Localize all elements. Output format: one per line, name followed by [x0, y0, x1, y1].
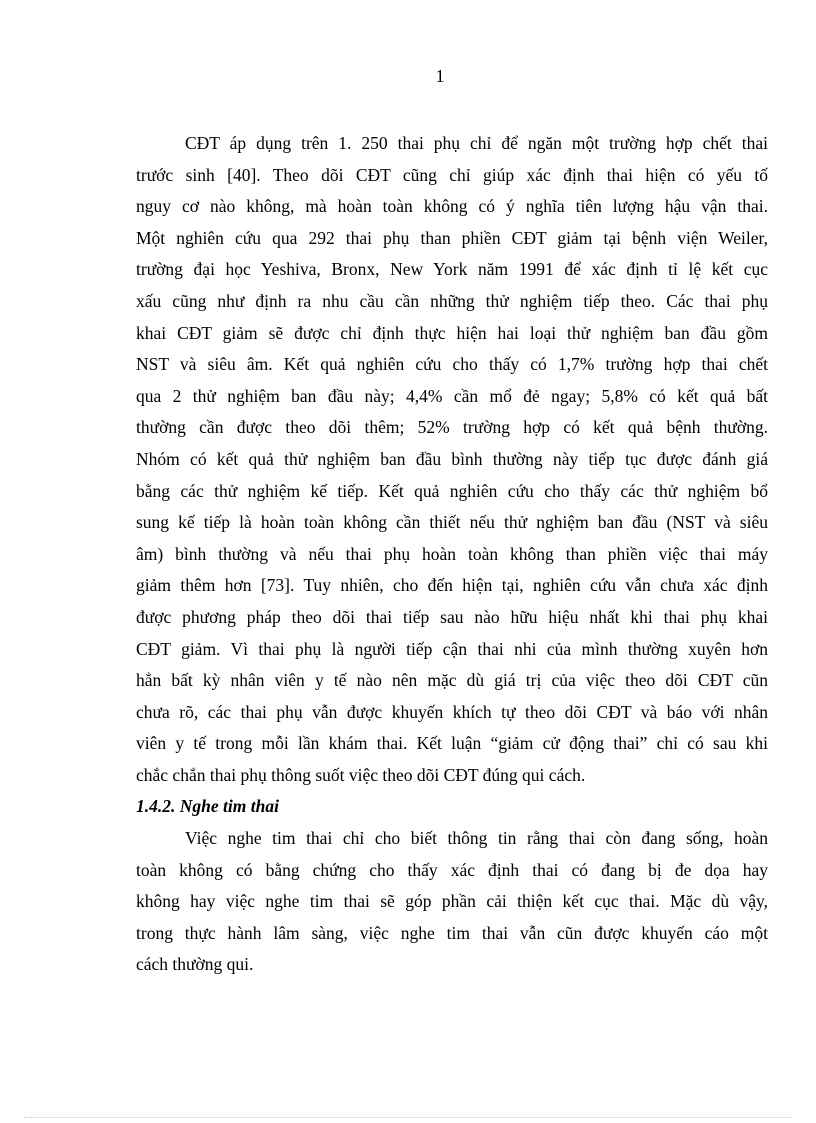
- paragraph: [136, 128, 768, 791]
- section-heading: 1.4.2. Nghe tim thai: [136, 796, 279, 817]
- text-line: CĐT áp dụng trên 1. 250 thai phụ chỉ để ngăn một trường hợp chết thai: [185, 133, 768, 153]
- text-line: âm) bình thường và nếu thai phụ hoàn toàn không than phiền việc thai máy: [136, 543, 768, 564]
- text-line: cách thường qui.: [136, 954, 254, 975]
- paragraph: [136, 823, 768, 981]
- text-line: chắc chắn thai phụ thông suốt việc theo dõi CĐT đúng qui cách.: [136, 764, 586, 785]
- text-line: thường cần được theo dõi thêm; 52% trường hợp có kết quả bệnh thường.: [136, 417, 768, 438]
- text-line: xấu cũng như định ra nhu cầu cần những thử nghiệm tiếp theo. Các thai phụ: [136, 290, 768, 311]
- text-line: toàn không có bằng chứng cho thấy xác định thai có đang bị đe dọa hay: [136, 859, 768, 880]
- text-line: sung kế tiếp là hoàn toàn không cần thiết nếu thử nghiệm ban đầu (NST và siêu: [136, 512, 768, 533]
- text-line: viên y tế trong mỗi lần khám thai. Kết luận “giảm cử động thai” chỉ có sau khi: [136, 733, 768, 754]
- text-line: được phương pháp theo dõi thai tiếp sau nào hữu hiệu nhất khi thai phụ khai: [136, 606, 768, 627]
- text-line: CĐT giảm. Vì thai phụ là người tiếp cận thai nhi của mình thường xuyên hơn: [136, 638, 768, 659]
- text-line: bằng các thử nghiệm kế tiếp. Kết quả nghiên cứu cho thấy các thử nghiệm bổ: [136, 480, 768, 501]
- text-line: Một nghiên cứu qua 292 thai phụ than phiền CĐT giảm tại bệnh viện Weiler,: [136, 227, 768, 248]
- text-line: không hay việc nghe tim thai sẽ góp phần cải thiện kết cục thai. Mặc dù vậy,: [136, 891, 768, 912]
- text-line: trong thực hành lâm sàng, việc nghe tim thai vẫn cũn được khuyến cáo một: [136, 922, 768, 943]
- text-line: Nhóm có kết quả thử nghiệm ban đầu bình thường này tiếp tục được đánh giá: [136, 448, 768, 469]
- text-line: NST và siêu âm. Kết quả nghiên cứu cho thấy có 1,7% trường hợp thai chết: [136, 354, 768, 375]
- text-line: trường đại học Yeshiva, Bronx, New York năm 1991 để xác định tỉ lệ kết cục: [136, 259, 768, 280]
- text-line: khai CĐT giảm sẽ được chỉ định thực hiện hai loại thử nghiệm ban đầu gồm: [136, 322, 768, 343]
- text-line: giảm thêm hơn [73]. Tuy nhiên, cho đến hiện tại, nghiên cứu vẫn chưa xác định: [136, 575, 768, 596]
- text-line: nguy cơ nào không, mà hoàn toàn không có ý nghĩa tiên lượng hậu vận thai.: [136, 196, 768, 217]
- text-line: qua 2 thử nghiệm ban đầu này; 4,4% cần mổ đẻ ngay; 5,8% có kết quả bất: [136, 385, 768, 406]
- page-number: 1: [435, 66, 445, 86]
- text-line: Việc nghe tim thai chỉ cho biết thông tin rằng thai còn đang sống, hoàn: [185, 828, 768, 849]
- document-body: [136, 128, 768, 981]
- text-line: chưa rõ, các thai phụ vẫn được khuyến khích tự theo dõi CĐT và báo với nhân: [136, 701, 768, 722]
- text-line: hẳn bất kỳ nhân viên y tế nào nên mặc dù giá trị của việc theo dõi CĐT cũn: [136, 670, 768, 691]
- page-footer-divider: [24, 1117, 792, 1118]
- text-line: trước sinh [40]. Theo dõi CĐT cũng chỉ giúp xác định thai hiện có yếu tố: [136, 164, 768, 185]
